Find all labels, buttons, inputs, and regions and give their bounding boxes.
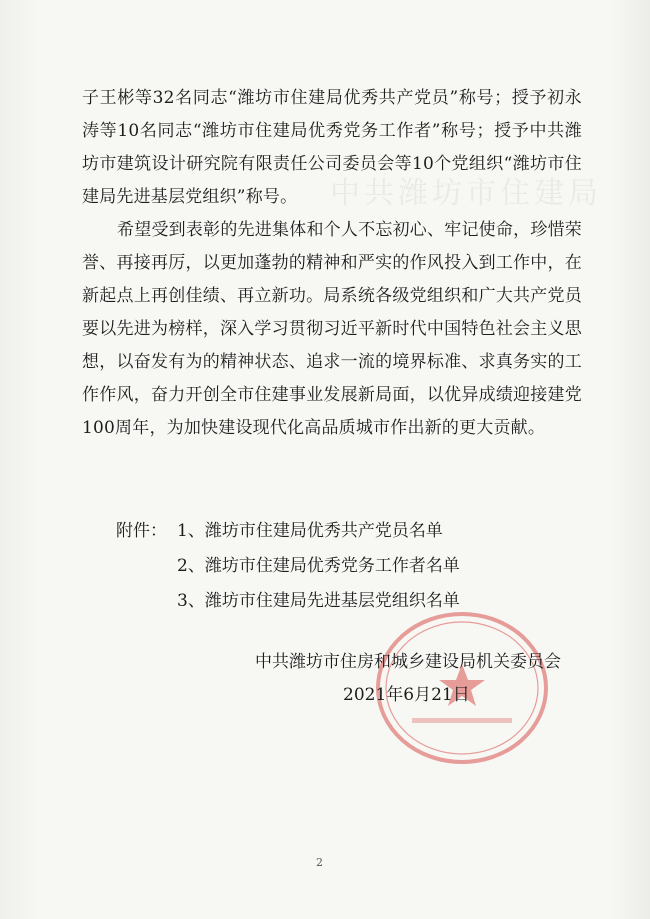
attachment-item: 3、潍坊市住建局先进基层党组织名单	[177, 591, 460, 611]
page-number: 2	[316, 856, 323, 869]
bleed-through-text: 中共潍坊市住建局	[330, 176, 602, 211]
issue-date: 2021年6月21日	[343, 685, 470, 705]
issuer-signature: 中共潍坊市住房和城乡建设局机关委员会	[255, 652, 561, 672]
attachments-label: 附件：	[116, 521, 167, 541]
attachment-item: 1、潍坊市住建局优秀共产党员名单	[177, 521, 443, 541]
paragraph-awards: 子王彬等32名同志“潍坊市住建局优秀共产党员”称号；授予初永涛等10名同志“潍坊市住建局优秀党务工作者”称号；授予中共潍坊市建筑设计研究院有限责任公司委员会等10个党组织“潍坊市住建局先进基层党组织”称号。	[82, 88, 582, 207]
attachment-item: 2、潍坊市住建局优秀党务工作者名单	[177, 556, 460, 576]
paragraph-hope: 希望受到表彰的先进集体和个人不忘初心、牢记使命，珍惜荣誉、再接再厉，以更加蓬勃的精神和严实的作风投入到工作中，在新起点上再创佳绩、再立新功。局系统各级党组织和广大共产党员要以先进为榜样，深入学习贯彻习近平新时代中国特色社会主义思想，以奋发有为的精神状态、追求一流的境界标准、求真务实的工作作风，奋力开创全市住建事业发展新局面，以优异成绩迎接建党100周年，为加快建设现代化高品质城市作出新的更大贡献。	[82, 220, 582, 438]
